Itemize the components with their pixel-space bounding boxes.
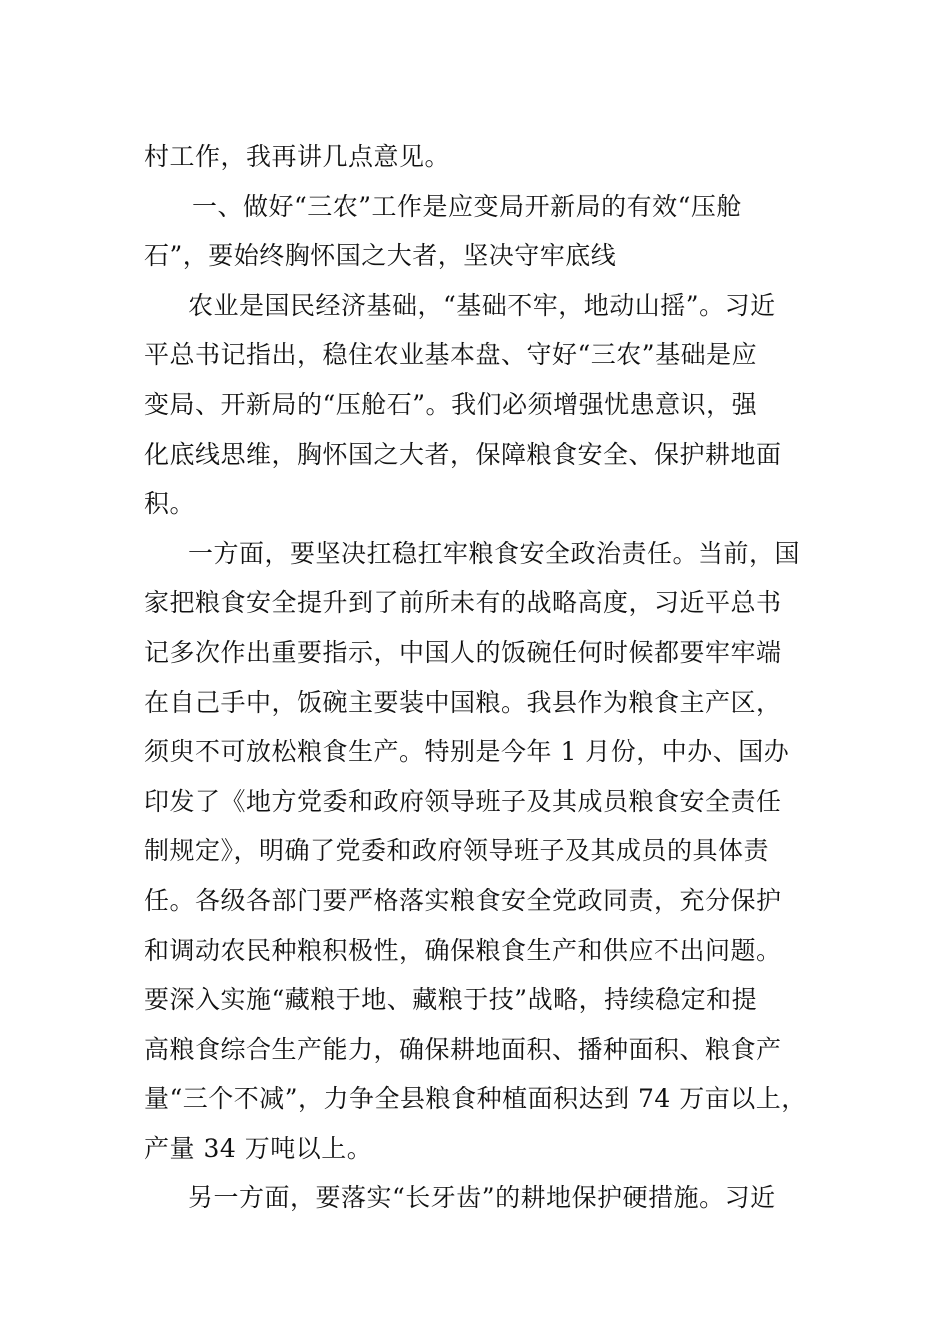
text-line: 农业是国民经济基础，“基础不牢，地动山摇”。习近 [188, 290, 776, 320]
text-line: 在自己手中，饭碗主要装中国粮。我县作为粮食主产区， [144, 687, 782, 717]
text-line: 印发了《地方党委和政府领导班子及其成员粮食安全责任 [144, 786, 782, 816]
text-line: 村工作，我再讲几点意见。 [144, 142, 451, 171]
text-line: 化底线思维，胸怀国之大者，保障粮食安全、保护耕地面 [144, 439, 782, 469]
text-line: 平总书记指出，稳住农业基本盘、守好“三农”基础是应 [144, 340, 758, 370]
paragraph-agriculture-foundation [144, 281, 824, 529]
text-line: 量“三个不减”，力争全县粮食种植面积达到 74 万亩以上， [144, 1084, 807, 1114]
text-line: 一方面，要坚决扛稳扛牢粮食安全政治责任。当前，国 [188, 538, 801, 568]
text-line: 积。 [144, 489, 196, 519]
text-line: 须臾不可放松粮食生产。特别是今年 1 月份，中办、国办 [144, 737, 790, 767]
paragraph-food-security [144, 529, 824, 1174]
text-line: 记多次作出重要指示，中国人的饭碗任何时候都要牢牢端 [144, 637, 782, 667]
text-line: 另一方面，要落实“长牙齿”的耕地保护硬措施。习近 [188, 1183, 776, 1213]
text-line: 和调动农民种粮积极性，确保粮食生产和供应不出问题。 [144, 935, 782, 965]
document-body [144, 132, 824, 1223]
text-line: 要深入实施“藏粮于地、藏粮于技”战略，持续稳定和提 [144, 985, 758, 1015]
text-line: 变局、开新局的“压舱石”。我们必须增强忧患意识，强 [144, 389, 758, 419]
text-line: 高粮食综合生产能力，确保耕地面积、播种面积、粮食产 [144, 1034, 782, 1064]
heading-line: 一、做好“三农”工作是应变局开新局的有效“压舱 [192, 191, 742, 221]
paragraph-farmland-protection [144, 1173, 824, 1223]
text-line: 产量 34 万吨以上。 [144, 1133, 373, 1163]
heading-line: 石”，要始终胸怀国之大者，坚决守牢底线 [144, 241, 617, 271]
text-line: 任。各级各部门要严格落实粮食安全党政同责，充分保护 [144, 885, 782, 915]
text-line: 制规定》，明确了党委和政府领导班子及其成员的具体责 [144, 836, 770, 866]
text-line: 家把粮食安全提升到了前所未有的战略高度，习近平总书 [144, 588, 782, 618]
section-heading [144, 182, 824, 281]
paragraph-continuation [144, 132, 824, 182]
